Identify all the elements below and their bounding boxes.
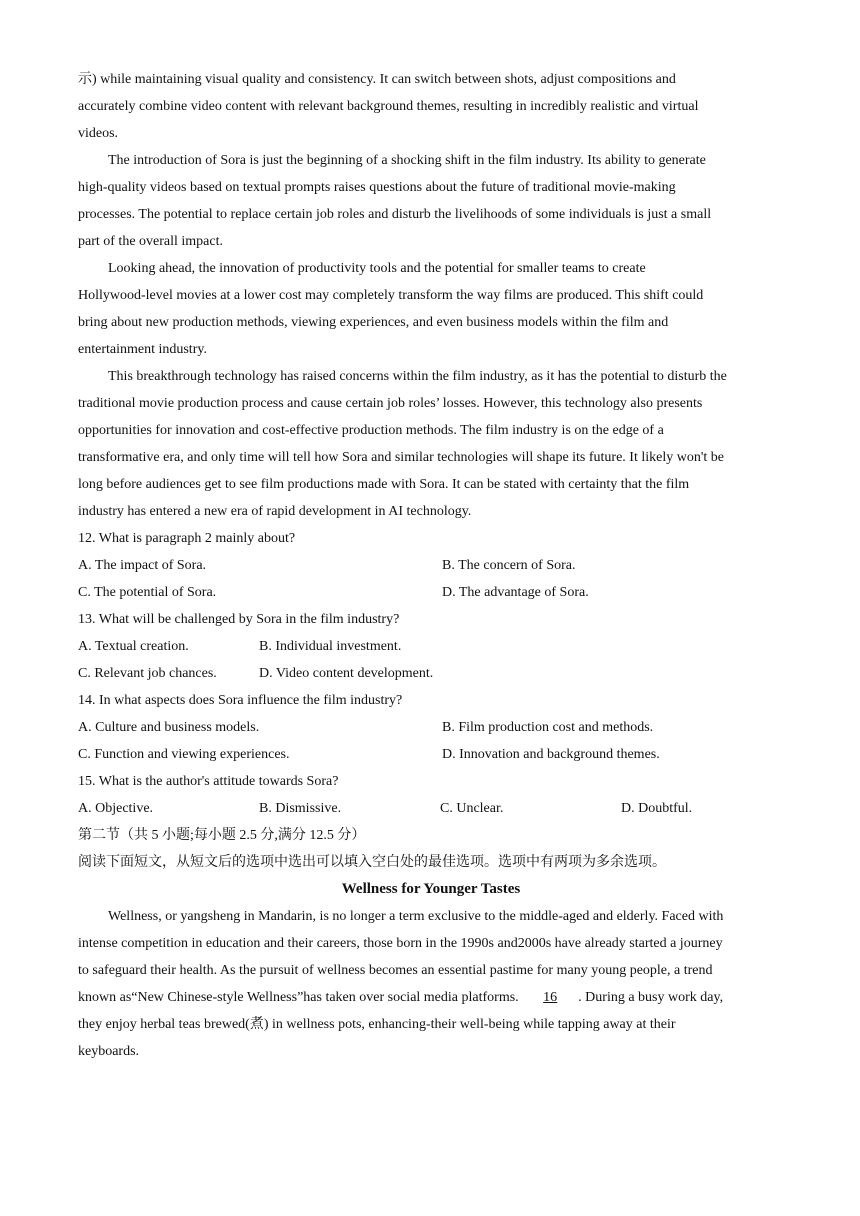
- option-a[interactable]: A. Textual creation.: [78, 639, 189, 654]
- text-line: traditional movie production process and cause certain job roles’ losses. However, this technology also presents: [78, 396, 703, 411]
- option-b[interactable]: B. Individual investment.: [259, 639, 402, 654]
- question-stem: 14. In what aspects does Sora influence the film industry?: [78, 693, 403, 708]
- text-line: accurately combine video content with relevant background themes, resulting in incredibly realistic and virtual: [78, 99, 699, 114]
- passage-title: Wellness for Younger Tastes: [341, 881, 521, 897]
- text-line: to safeguard their health. As the pursuit of wellness becomes an essential pastime for many young people, a trend: [78, 963, 713, 978]
- paragraph: [78, 147, 784, 255]
- option-row: [78, 633, 784, 660]
- section-instruction: 阅读下面短文，从短文后的选项中选出可以填入空白处的最佳选项。选项中有两项为多余选项。: [78, 855, 666, 870]
- text-line: high-quality videos based on textual prompts raises questions about the future of traditional movie-making: [78, 180, 676, 195]
- text-line: Wellness, or yangsheng in Mandarin, is no longer a term exclusive to the middle-aged and elderly. Faced with: [108, 909, 724, 924]
- text-line: transformative era, and only time will tell how Sora and similar technologies will shape its future. It likely won't be: [78, 450, 724, 465]
- option-b[interactable]: B. Dismissive.: [259, 801, 342, 816]
- text-line: [78, 984, 784, 1011]
- text-line: opportunities for innovation and cost-effective production methods. The film industry is on the edge of a: [78, 423, 664, 438]
- text-line: long before audiences get to see film productions made with Sora. It can be stated with certainty that the film: [78, 477, 690, 492]
- text-line: bring about new production methods, viewing experiences, and even business models within the film and: [78, 315, 669, 330]
- text-line: entertainment industry.: [78, 342, 207, 357]
- option-row: [78, 660, 784, 687]
- text-line: Hollywood-level movies at a lower cost may completely transform the way films are produced. This shift could: [78, 288, 704, 303]
- option-a[interactable]: A. Objective.: [78, 801, 154, 816]
- text-line: This breakthrough technology has raised concerns within the film industry, as it has the potential to disturb the: [108, 369, 727, 384]
- option-d[interactable]: D. The advantage of Sora.: [442, 585, 589, 600]
- paragraph: [78, 66, 784, 147]
- question-12: [78, 525, 784, 606]
- option-a[interactable]: A. The impact of Sora.: [78, 558, 207, 573]
- section-header: 第二节（共 5 小题;每小题 2.5 分,满分 12.5 分）: [78, 828, 366, 843]
- option-c[interactable]: C. Function and viewing experiences.: [78, 747, 290, 762]
- text-line: they enjoy herbal teas brewed(煮) in wellness pots, enhancing-their well-being while tapping away at their: [78, 1017, 676, 1032]
- blank-16[interactable]: 16: [543, 990, 558, 1005]
- text-line: The introduction of Sora is just the beginning of a shocking shift in the film industry. Its ability to generate: [108, 153, 706, 168]
- text-line: intense competition in education and their careers, those born in the 1990s and2000s have already started a journey: [78, 936, 723, 951]
- option-row: [78, 795, 784, 822]
- option-row: [78, 579, 784, 606]
- paragraph: [78, 363, 784, 525]
- option-b[interactable]: B. Film production cost and methods.: [442, 720, 654, 735]
- option-c[interactable]: C. Relevant job chances.: [78, 666, 217, 681]
- option-b[interactable]: B. The concern of Sora.: [442, 558, 576, 573]
- option-d[interactable]: D. Video content development.: [259, 666, 434, 681]
- text-line: keyboards.: [78, 1044, 140, 1059]
- question-15: [78, 768, 784, 822]
- text-line: videos.: [78, 126, 119, 141]
- option-row: [78, 714, 784, 741]
- question-14: [78, 687, 784, 768]
- text-line: Looking ahead, the innovation of productivity tools and the potential for smaller teams to create: [108, 261, 646, 276]
- paragraph: [78, 903, 784, 1065]
- text-line: part of the overall impact.: [78, 234, 223, 249]
- option-row: [78, 552, 784, 579]
- option-a[interactable]: A. Culture and business models.: [78, 720, 260, 735]
- question-stem: 15. What is the author's attitude towards Sora?: [78, 774, 339, 789]
- question-13: [78, 606, 784, 687]
- option-c[interactable]: C. The potential of Sora.: [78, 585, 217, 600]
- text-line: processes. The potential to replace certain job roles and disturb the livelihoods of some individuals is just a small: [78, 207, 712, 222]
- option-row: [78, 741, 784, 768]
- question-stem: 13. What will be challenged by Sora in the film industry?: [78, 612, 400, 627]
- option-d[interactable]: D. Doubtful.: [621, 801, 693, 816]
- text-segment: . During a busy work day,: [578, 990, 724, 1005]
- question-stem: 12. What is paragraph 2 mainly about?: [78, 531, 296, 546]
- text-line: 示) while maintaining visual quality and consistency. It can switch between shots, adjust compositions and: [78, 72, 676, 87]
- text-segment: known as“New Chinese-style Wellness”has taken over social media platforms.: [78, 990, 519, 1005]
- option-d[interactable]: D. Innovation and background themes.: [442, 747, 660, 762]
- text-line: industry has entered a new era of rapid development in AI technology.: [78, 504, 472, 519]
- exam-page: [78, 66, 784, 1065]
- paragraph: [78, 255, 784, 363]
- option-c[interactable]: C. Unclear.: [440, 801, 504, 816]
